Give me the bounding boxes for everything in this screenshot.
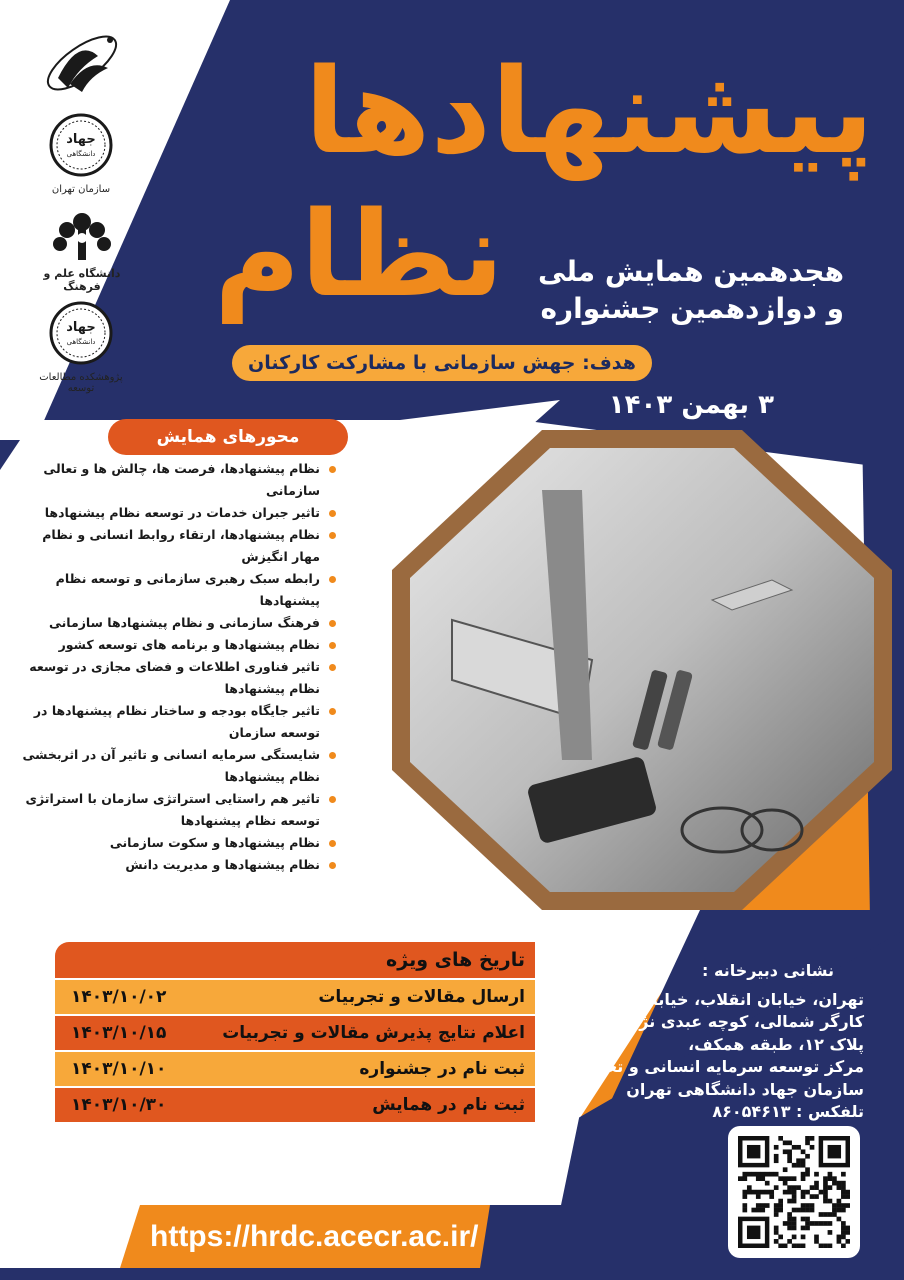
topic-item [13, 788, 338, 832]
address-heading: نشانی دبیرخانه : [702, 961, 834, 980]
bullet-dot-icon [329, 620, 336, 627]
topic-text: شایستگی سرمایه انسانی و تاثیر آن در اثربخشی نظام پیشنهادها [22, 747, 320, 784]
qr-code-icon [738, 1136, 850, 1248]
topic-text: تاثیر جایگاه بودجه و ساختار نظام پیشنهادها در توسعه سازمان [33, 703, 320, 740]
date-row-label: ارسال مقالات و تجربیات [318, 987, 525, 1007]
jahad-daneshgahi-icon [36, 110, 126, 180]
date-row-value: ۱۴۰۳/۱۰/۱۰ [71, 1059, 167, 1079]
table-row [55, 1052, 535, 1086]
bullet-dot-icon [329, 752, 336, 759]
headline-title-line1: پیشنهادها [304, 42, 874, 180]
jahad-logo-research [36, 298, 126, 394]
bullet-dot-icon [329, 664, 336, 671]
date-row-value: ۱۴۰۳/۱۰/۳۰ [71, 1095, 167, 1115]
website-link[interactable]: https://hrdc.acecr.ac.ir/ [150, 1220, 479, 1253]
logo-caption: سازمان تهران [51, 184, 111, 195]
bullet-dot-icon [329, 840, 336, 847]
table-row [55, 1016, 535, 1050]
topic-item [13, 700, 338, 744]
date-row-value: ۱۴۰۳/۱۰/۰۲ [71, 987, 167, 1007]
subtitle-line1: هجدهمین همایش ملی [538, 255, 844, 288]
jahad-logo-tehran [36, 110, 126, 200]
photo-frame [392, 430, 892, 910]
jahad-daneshgahi-icon [36, 298, 126, 368]
elm-o-farhang-logo [34, 208, 130, 293]
logo-badge-subtext: دانشگاهی [66, 150, 96, 158]
key-dates-table [55, 942, 535, 1124]
topic-item [13, 744, 338, 788]
bullet-dot-icon [329, 510, 336, 517]
topic-item [13, 502, 338, 524]
topic-item [13, 524, 338, 568]
address-line: پلاک ۱۲، طبقه همکف، [688, 1034, 864, 1054]
address-line: کارگر شمالی، کوچه عبدی نژاد، [619, 1012, 864, 1031]
topic-item [13, 612, 338, 634]
bullet-dot-icon [329, 708, 336, 715]
atom-swirl-icon [38, 28, 126, 98]
topic-text: رابطه سبک رهبری سازمانی و توسعه نظام پیشنهادها [55, 571, 320, 608]
topic-text: نظام پیشنهادها، ارتقاء روابط انسانی و نظام مهار انگیزش [42, 527, 320, 564]
date-row-label: ثبت نام در همایش [372, 1095, 525, 1115]
date-row-value: ۱۴۰۳/۱۰/۱۵ [71, 1023, 167, 1043]
address-line: تهران، خیابان انقلاب، خیابان [638, 989, 864, 1009]
table-row [55, 1088, 535, 1122]
topic-item [13, 568, 338, 612]
address-line: مرکز توسعه سرمایه انسانی و تعالی [580, 1057, 864, 1076]
date-row-label: اعلام نتایج پذیرش مقالات و تجربیات [222, 1023, 525, 1043]
bullet-dot-icon [329, 466, 336, 473]
topic-item [13, 854, 338, 876]
topic-text: فرهنگ سازمانی و نظام پیشنهادها سازمانی [48, 615, 320, 630]
topic-item [13, 458, 338, 502]
table-row [55, 980, 535, 1014]
logo-badge-subtext: دانشگاهی [66, 338, 96, 346]
bullet-dot-icon [329, 576, 336, 583]
event-date: ۳ بهمن ۱۴۰۳ [608, 390, 774, 420]
key-dates-header [55, 942, 535, 978]
phone-fax: تلفکس : ۸۶۰۵۴۶۱۳ [712, 1102, 864, 1121]
flower-emblem-icon [34, 208, 130, 263]
subtitle-line2: و دوازدهمین جشنواره [540, 292, 844, 325]
axes-title-pill: محورهای همایش [108, 419, 348, 455]
topic-item [13, 634, 338, 656]
logo-caption: دانشگاه علم و فرهنگ [43, 267, 121, 293]
date-row-label: ثبت نام در جشنواره [359, 1059, 525, 1079]
topic-item [13, 832, 338, 854]
topic-text: نظام پیشنهادها و سکوت سازمانی [109, 835, 320, 850]
topic-text: تاثیر جبران خدمات در توسعه نظام پیشنهادها [44, 505, 320, 520]
topic-text: نظام پیشنهادها و مدیریت دانش [125, 857, 320, 872]
key-dates-title: تاریخ های ویژه [386, 949, 525, 971]
secretariat-address [544, 960, 864, 1124]
bullet-dot-icon [329, 862, 336, 869]
logo-badge-text: جهاد [66, 320, 96, 335]
bullet-dot-icon [329, 796, 336, 803]
topic-text: نظام پیشنهادها، فرصت ها، چالش ها و تعالی سازمانی [43, 461, 320, 498]
topic-text: تاثیر هم راستایی استراتژی سازمان با استراتژی توسعه نظام پیشنهادها [25, 791, 320, 828]
topics-list [13, 458, 338, 876]
qr-code[interactable] [728, 1126, 860, 1258]
logo-badge-text: جهاد [66, 132, 96, 147]
logo-caption: پژوهشکده مطالعات توسعه [39, 372, 123, 394]
bullet-dot-icon [329, 532, 336, 539]
bullet-dot-icon [329, 642, 336, 649]
goal-banner: هدف: جهش سازمانی با مشارکت کارکنان [232, 345, 652, 381]
topic-text: تاثیر فناوری اطلاعات و فضای مجازی در توسعه نظام پیشنهادها [29, 659, 320, 696]
address-line: سازمان جهاد دانشگاهی تهران [626, 1079, 864, 1099]
topic-text: نظام پیشنهادها و برنامه های توسعه کشور [58, 637, 320, 652]
topic-item [13, 656, 338, 700]
headline-title-line2: نظام [213, 185, 504, 323]
atom-swirl-logo [38, 28, 126, 98]
